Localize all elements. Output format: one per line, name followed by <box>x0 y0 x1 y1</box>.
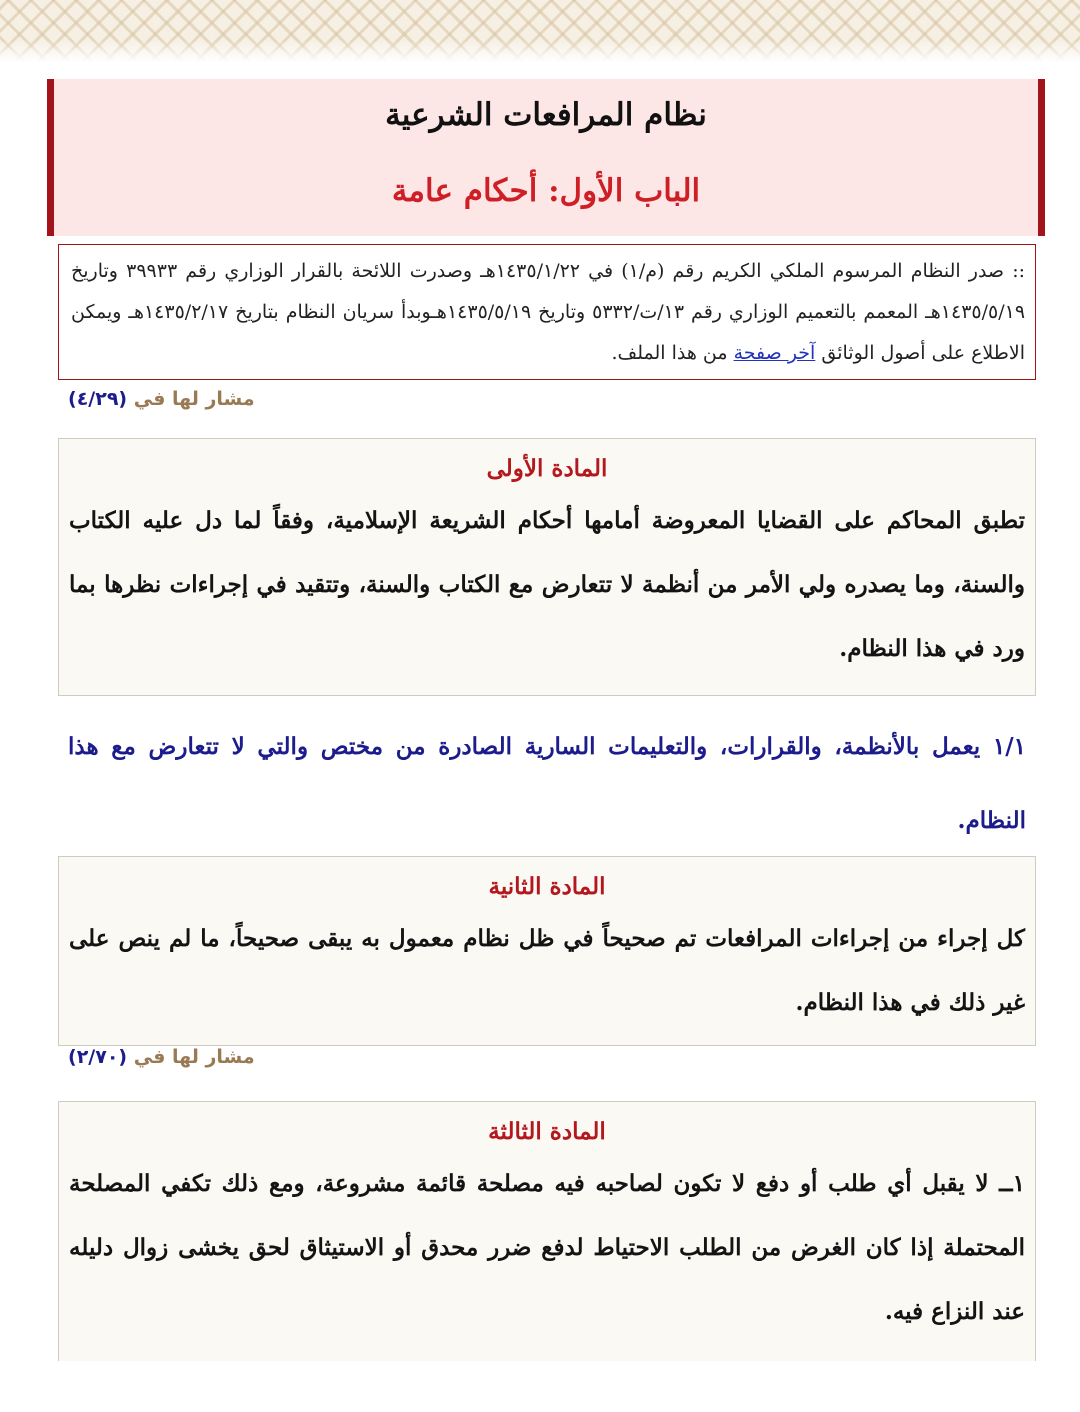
document-title: نظام المرافعات الشرعية <box>385 97 707 133</box>
article-3-heading: المادة الثالثة <box>488 1118 606 1145</box>
reference-note-1 <box>68 388 255 422</box>
article-1-text: تطبق المحاكم على القضايا المعروضة أمامها أحكام الشريعة الإسلامية، وفقاً لما دل عليه الكتاب والسنة، وما يصدره ولي الأمر من أنظمة لا تتعارض مع الكتاب والسنة، وتتقيد في إجراءات نظرها بما ورد في هذا النظام. <box>69 507 1025 662</box>
chapter-title: الباب الأول: أحكام عامة <box>391 173 701 209</box>
clause-1-1: ١/١ يعمل بالأنظمة، والقرارات، والتعليمات السارية الصادرة من مختص والتي لا تتعارض مع هذا النظام. <box>68 733 1026 834</box>
article-3-box <box>58 1101 1036 1361</box>
decree-text: :: صدر النظام المرسوم الملكي الكريم رقم (م/١) في ١٤٣٥/١/٢٢هـ وصدرت اللائحة بالقرار الوزاري رقم ٣٩٩٣٣ وتاريخ ١٤٣٥/٥/١٩هـ المعمم بالتعميم الوزاري رقم ١٣/ت/٥٣٣٢ وتاريخ ١٤٣٥/٥/١٩هـوبدأ سريان النظام بتاريخ ١٤٣٥/٢/١٧هـ ويمكن الاطلاع على أصول الوثائق <box>71 260 1026 364</box>
reference-note-2 <box>68 1046 255 1080</box>
last-page-link[interactable]: آخر صفحة <box>733 342 816 364</box>
article-1-heading: المادة الأولى <box>486 455 608 482</box>
reference-label: مشار لها في <box>133 388 255 410</box>
header-pattern-fade <box>0 40 1080 62</box>
decree-info-box <box>58 244 1036 380</box>
article-2-box <box>58 856 1036 1046</box>
article-3-text: ١ــ لا يقبل أي طلب أو دفع لا تكون لصاحبه فيه مصلحة قائمة مشروعة، ومع ذلك تكفي المصلحة المحتملة إذا كان الغرض من الطلب الاحتياط لدفع ضرر محدق أو الاستيثاق لحق يخشى زوال دليله عند النزاع فيه. <box>69 1170 1025 1325</box>
reference-number[interactable]: (٤/٢٩) <box>68 388 128 410</box>
reference-number[interactable]: (٢/٧٠) <box>68 1046 128 1068</box>
article-2-text: كل إجراء من إجراءات المرافعات تم صحيحاً في ظل نظام معمول به يبقى صحيحاً، ما لم ينص على غير ذلك في هذا النظام. <box>69 925 1025 1016</box>
decree-text-tail: من هذا الملف. <box>611 342 728 364</box>
reference-label: مشار لها في <box>133 1046 255 1068</box>
article-1-box <box>58 438 1036 696</box>
article-2-heading: المادة الثانية <box>488 873 606 900</box>
title-banner <box>47 79 1045 236</box>
